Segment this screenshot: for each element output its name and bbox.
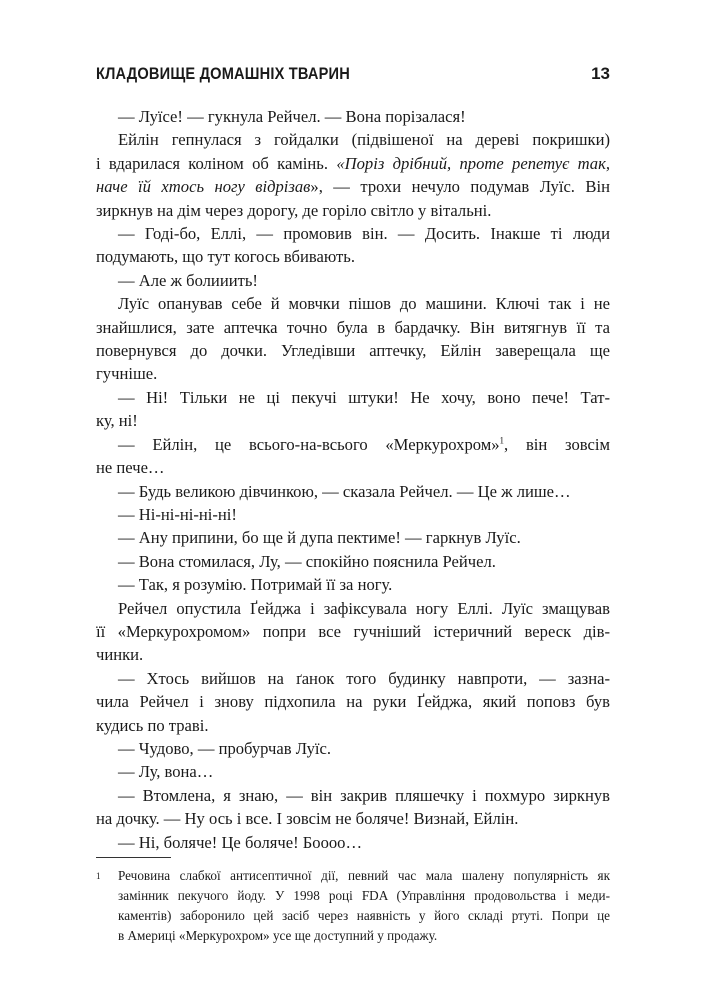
footnote-divider — [96, 857, 171, 858]
paragraph: — Луїсе! — гукнула Рейчел. — Вона порізалася! — [118, 107, 466, 126]
running-header — [96, 64, 610, 84]
paragraph: Ейлін гепнулася з гойдалки (підвішеної на дереві покришки) і вдарилася коліном об камінь. «Поріз дрібний, проте репетує так, наче їй хтось ногу відрізав», — трохи нечуло подумав Луїс. Він зиркнув на дім через дорогу, де горіло світло у вітальні. — [96, 130, 610, 220]
paragraph: — Ану припини, бо ще й дупа пектиме! — гаркнув Луїс. — [118, 528, 521, 548]
paragraph: — Вона стомилася, Лу, — спокійно пояснила Рейчел. — [118, 551, 496, 571]
paragraph: — Чудово, — пробурчав Луїс. — [118, 738, 331, 758]
paragraph: — Хтось вийшов на ґанок того будинку навпроти, — зазна- чила Рейчел і знову підхопила на руки Ґейджа, який поповз був кудись по траві. — [96, 668, 610, 735]
paragraph: — Будь великою дівчинкою, — сказала Рейчел. — Це ж лише… — [118, 481, 571, 501]
page-number: 13 — [591, 64, 610, 83]
paragraph: — Так, я розумію. Потримай її за ногу. — [118, 575, 393, 595]
footnote-mark: 1 — [96, 871, 101, 881]
paragraph: — Ейлін, це всього-на-всього «Меркурохром»$^1$, він зовсім не пече… — [96, 434, 610, 478]
footnote-reference[interactable]: 1 — [499, 435, 505, 446]
italic-quote: наче їй хтось ногу відрізав — [96, 177, 311, 197]
paragraph: Рейчел опустила Ґейджа і зафіксувала ногу Еллі. Луїс змащував її «Меркурохромом» попри все гучніший істеричний вереск дів- чинки. — [96, 598, 610, 665]
footnote-text: Речовина слабкої антисептичної дії, певний час мала шалену популярність як замінник пекучого йоду. У 1998 році FDA (Управління продовольства і меди- каментів) заборонило цей засіб через наявність у його складі ртуті. Попри це в Америці «Меркурохром» усе ще доступний у продажу. — [118, 868, 610, 943]
paragraph: Луїс опанував себе й мовчки пішов до машини. Ключі так і не знайшлися, зате аптечка точно була в бардачку. Він витягнув її та повернувся до дочки. Угледівши аптечку, Ейлін заверещала ще гучніше. — [96, 294, 610, 384]
paragraph: — Ні, боляче! Це боляче! Боооо… — [118, 832, 363, 852]
paragraph: — Але ж болииить! — [118, 270, 258, 290]
paragraph: — Ні! Тільки не ці пекучі штуки! Не хочу, воно пече! Тат- ку, ні! — [96, 387, 610, 431]
italic-quote: «Поріз дрібний, проте репетує так, — [336, 153, 610, 173]
book-title: КЛАДОВИЩЕ ДОМАШНІХ ТВАРИН — [96, 64, 350, 83]
body-text — [96, 105, 610, 854]
footnote — [96, 866, 610, 946]
paragraph: — Втомлена, я знаю, — він закрив пляшечку і похмуро зиркнув на дочку. — Ну ось і все. І зовсім не боляче! Визнай, Ейлін. — [96, 785, 610, 829]
paragraph: — Лу, вона… — [118, 762, 214, 782]
paragraph: — Годі-бо, Еллі, — промовив він. — Досить. Інакше ті люди подумають, що тут когось вбивають. — [96, 224, 610, 267]
paragraph: — Ні-ні-ні-ні-ні! — [118, 504, 237, 524]
